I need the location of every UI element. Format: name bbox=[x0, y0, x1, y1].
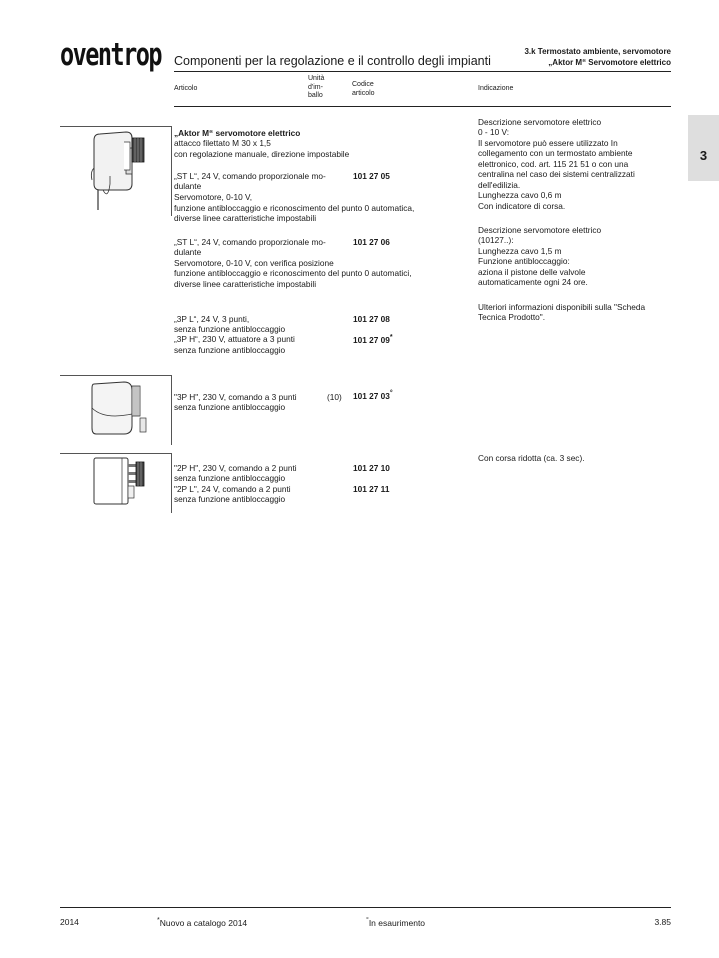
article-code: 101 27 06 bbox=[353, 237, 390, 247]
note-line: Lunghezza cavo 1,5 m bbox=[478, 246, 562, 256]
note-line: Ulteriori informazioni disponibili sulla "Scheda bbox=[478, 302, 646, 312]
section-separator bbox=[60, 453, 172, 454]
actuator-2p-image bbox=[90, 456, 152, 508]
note-line: centralina nel caso dei sistemi centralizzati bbox=[478, 169, 635, 179]
note-line: Lunghezza cavo 0,6 m bbox=[478, 190, 562, 200]
article-3ph2-line1: "3P H", 230 V, comando a 3 punti bbox=[174, 392, 297, 402]
product-thread: attacco filettato M 30 x 1,5 bbox=[174, 138, 271, 148]
page-number: 3.85 bbox=[654, 917, 671, 927]
note-line: Con indicatore di corsa. bbox=[478, 201, 566, 211]
note-line: Descrizione servomotore elettrico bbox=[478, 117, 602, 127]
article-st2-line1: „ST L“, 24 V, comando proporzionale mo- bbox=[174, 237, 326, 247]
article-code: 101 27 08 bbox=[353, 314, 390, 324]
note-line: Tecnica Prodotto". bbox=[478, 312, 546, 322]
note-line: Con corsa ridotta (ca. 3 sec). bbox=[478, 453, 585, 463]
note-line: Il servomotore può essere utilizzato In bbox=[478, 138, 618, 148]
product-feature: con regolazione manuale, direzione impostabile bbox=[174, 149, 350, 159]
article-code bbox=[353, 390, 393, 401]
article-2pl-line2: senza funzione antibloccaggio bbox=[174, 494, 286, 504]
note-line: elettronico, cod. art. 115 21 51 o con una bbox=[478, 159, 629, 169]
footer-new-text: Nuovo a catalogo 2014 bbox=[159, 917, 248, 928]
article-2ph-line2: senza funzione antibloccaggio bbox=[174, 473, 286, 483]
product-title: „Aktor M“ servomotore elettrico bbox=[174, 128, 301, 138]
article-st2-line3: Servomotore, 0-10 V, con verifica posizione bbox=[174, 258, 334, 268]
connection-pins bbox=[128, 464, 136, 483]
image-column-border bbox=[171, 375, 172, 445]
article-st2-line5: diverse linee caratteristiche impostabili bbox=[174, 279, 317, 289]
new-marker: * bbox=[157, 917, 160, 924]
column-codice bbox=[352, 81, 375, 98]
column-articolo: Articolo bbox=[174, 85, 198, 92]
note-line: aziona il pistone delle valvole bbox=[478, 267, 586, 277]
article-3pl-line1: „3P L“, 24 V, 3 punti, bbox=[174, 314, 250, 324]
note-line: Descrizione servomotore elettrico bbox=[478, 225, 602, 235]
footer-rule bbox=[60, 907, 671, 908]
article-2pl-line1: "2P L", 24 V, comando a 2 punti bbox=[174, 484, 291, 494]
article-code bbox=[353, 334, 393, 345]
article-code: 101 27 10 bbox=[353, 463, 390, 473]
footer-new-note bbox=[157, 917, 247, 928]
note-line: dell'edilizia. bbox=[478, 180, 521, 190]
page-title: Componenti per la regolazione e il controllo degli impianti bbox=[174, 54, 491, 68]
article-code-value: 101 27 03 bbox=[353, 390, 390, 401]
article-st1-line2: dulante bbox=[174, 181, 202, 191]
image-column-border bbox=[171, 126, 172, 216]
section-separator bbox=[60, 375, 172, 376]
article-3pl-line2: senza funzione antibloccaggio bbox=[174, 324, 286, 334]
article-st1-line4: funzione antibloccaggio e riconoscimento del punto 0 automatica, bbox=[174, 203, 415, 213]
footer-out-text: In esaurimento bbox=[368, 917, 426, 928]
knurled-nut bbox=[132, 138, 144, 162]
actuator-3ph-image bbox=[88, 378, 152, 440]
article-2ph-line1: "2P H", 230 V, comando a 2 punti bbox=[174, 463, 297, 473]
actuator-image bbox=[86, 128, 152, 212]
knurled-nut bbox=[136, 462, 144, 486]
article-code: 101 27 05 bbox=[353, 171, 390, 181]
note-line: 0 - 10 V: bbox=[478, 127, 510, 137]
brand-wordmark: oventrop bbox=[60, 37, 163, 73]
article-st1-line1: „ST L“, 24 V, comando proporzionale mo- bbox=[174, 171, 326, 181]
article-3ph-line1: „3P H“, 230 V, attuatore a 3 punti bbox=[174, 334, 295, 344]
section-separator bbox=[60, 126, 172, 127]
column-unita bbox=[308, 75, 324, 101]
note-line: collegamento con un termostato ambiente bbox=[478, 148, 633, 158]
header-rule bbox=[174, 71, 671, 72]
article-st2-line2: dulante bbox=[174, 247, 202, 257]
article-st2-line4: funzione antibloccaggio e riconoscimento del punto 0 automatici, bbox=[174, 268, 412, 278]
article-st1-line3: Servomotore, 0-10 V, bbox=[174, 192, 253, 202]
article-3ph2-line2: senza funzione antibloccaggio bbox=[174, 402, 286, 412]
oventrop-logo bbox=[60, 34, 162, 72]
discontinued-marker: ° bbox=[366, 917, 369, 924]
note-line: Funzione antibloccaggio: bbox=[478, 256, 570, 266]
knurled-nut bbox=[132, 386, 140, 416]
column-codice-l2: articolo bbox=[352, 89, 375, 97]
article-code: 101 27 11 bbox=[353, 484, 390, 494]
article-st1-line5: diverse linee caratteristiche impostabili bbox=[174, 213, 317, 223]
packaging-unit: (10) bbox=[327, 392, 342, 402]
note-line: automaticamente ogni 24 ore. bbox=[478, 277, 588, 287]
article-code-value: 101 27 09 bbox=[353, 334, 390, 345]
column-header-rule bbox=[174, 106, 671, 107]
image-column-border bbox=[171, 453, 172, 513]
column-unita-l1: Unità bbox=[308, 75, 325, 82]
footer-year: 2014 bbox=[60, 917, 79, 927]
section-line-1: 3.k Termostato ambiente, servomotore bbox=[524, 47, 671, 56]
column-codice-l1: Codice bbox=[352, 81, 374, 88]
footer-discontinued-note bbox=[366, 917, 425, 928]
section-line-2: „Aktor M“ Servomotore elettrico bbox=[548, 58, 671, 67]
column-unita-l2: d'im- bbox=[308, 83, 323, 91]
new-marker: * bbox=[389, 334, 393, 341]
column-unita-l3: ballo bbox=[308, 92, 323, 99]
article-3ph-line2: senza funzione antibloccaggio bbox=[174, 345, 286, 355]
column-indicazione: Indicazione bbox=[478, 85, 514, 92]
note-line: (10127..): bbox=[478, 235, 514, 245]
section-heading bbox=[524, 46, 671, 68]
discontinued-marker: ° bbox=[389, 390, 393, 397]
chapter-number: 3 bbox=[699, 148, 708, 163]
